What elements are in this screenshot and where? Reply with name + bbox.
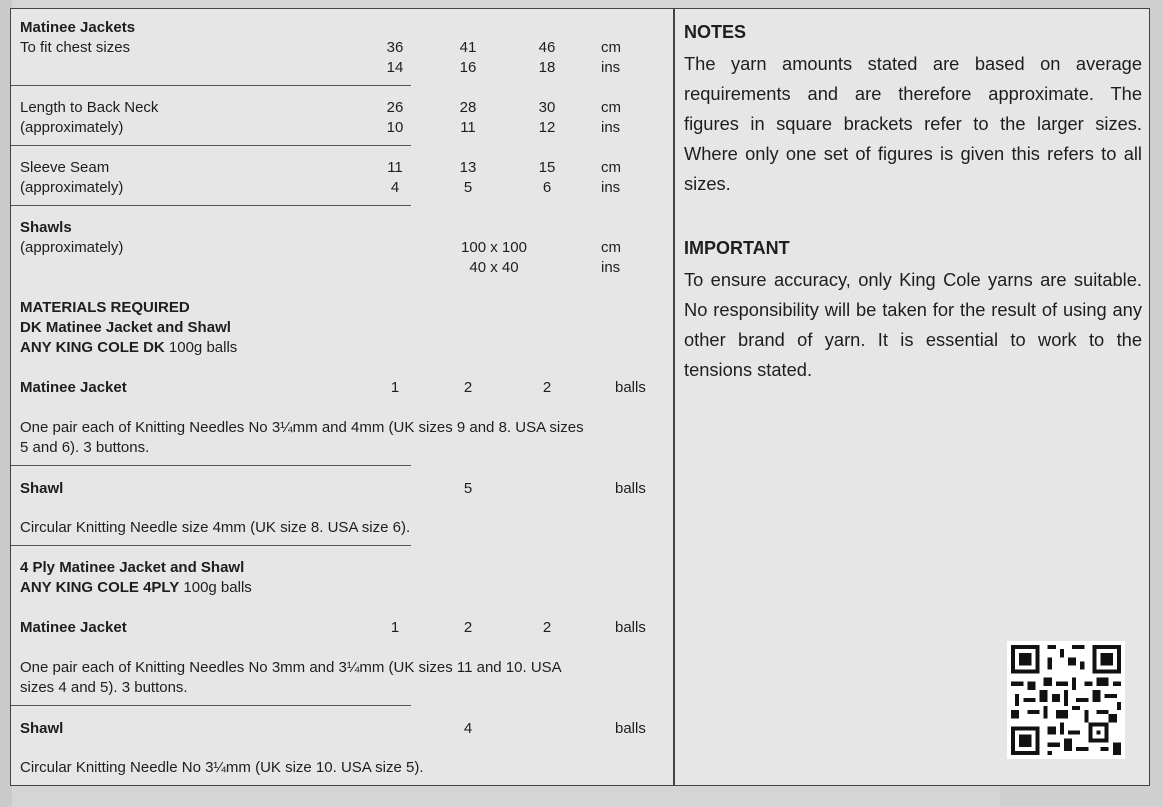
sizes-subtitle: To fit chest sizes (20, 39, 131, 56)
size-ins-3: 18 (538, 59, 556, 76)
sleeve-unit-cm: cm (601, 159, 621, 176)
length-unit-cm: cm (601, 99, 621, 116)
length-cm-1: 26 (386, 99, 404, 116)
sleeve-ins-2: 5 (463, 179, 473, 196)
ply-shawl-needles: Circular Knitting Needle No 3¼mm (UK size 10. USA size 5). (20, 759, 424, 776)
dk-shawl-qty: 5 (463, 480, 473, 497)
divider (11, 145, 411, 146)
dk-jacket-label: Matinee Jacket (20, 379, 127, 396)
length-ins-2: 11 (460, 119, 476, 136)
dk-jacket-unit: balls (615, 379, 646, 396)
dk-jacket-qty-2: 2 (463, 379, 473, 396)
shawls-approx: (approximately) (20, 239, 124, 256)
ply-jacket-needles-2: sizes 4 and 5). 3 buttons. (20, 679, 188, 696)
ply-jacket-qty-2: 2 (463, 619, 473, 636)
dk-jacket-needles-2: 5 and 6). 3 buttons. (20, 439, 150, 456)
dk-shawl-label: Shawl (20, 480, 64, 497)
shawls-ins: 40 x 40 (469, 259, 519, 276)
sleeve-label: Sleeve Seam (20, 159, 110, 176)
notes-panel (674, 8, 1150, 786)
dk-jacket-qty-1: 1 (390, 379, 400, 396)
ply-jacket-unit: balls (615, 619, 646, 636)
dk-yarn-weight: 100g balls (164, 339, 238, 356)
shawls-unit-cm: cm (601, 239, 621, 256)
sleeve-cm-1: 11 (387, 159, 403, 176)
length-unit-ins: ins (601, 119, 621, 136)
divider (11, 85, 411, 86)
dk-shawl-needles: Circular Knitting Needle size 4mm (UK size 8. USA size 6). (20, 519, 411, 536)
important-heading: IMPORTANT (684, 238, 790, 258)
sleeve-unit-ins: ins (601, 179, 621, 196)
dk-jacket-needles-1: One pair each of Knitting Needles No 3¼mm and 4mm (UK sizes 9 and 8. USA sizes (20, 419, 584, 436)
important-text: To ensure accuracy, only King Cole yarns are suitable. No responsibility will be taken for the result of using any other brand of yarn. It is essential to work to the tensions stated. (684, 269, 1142, 380)
shawls-label: Shawls (20, 219, 72, 236)
ply-shawl-qty: 4 (463, 720, 473, 737)
length-cm-2: 28 (459, 99, 477, 116)
divider (11, 465, 411, 466)
sleeve-ins-1: 4 (390, 179, 400, 196)
length-cm-3: 30 (538, 99, 556, 116)
shawls-unit-ins: ins (601, 259, 621, 276)
sleeve-cm-2: 13 (459, 159, 477, 176)
dk-jacket-qty-3: 2 (542, 379, 552, 396)
notes-heading: NOTES (684, 22, 747, 42)
dk-shawl-unit: balls (615, 480, 646, 497)
sleeve-ins-3: 6 (542, 179, 552, 196)
ply-yarn (20, 578, 252, 598)
divider (11, 545, 411, 546)
ply-yarn-name: ANY KING COLE 4PLY (20, 579, 180, 596)
divider (11, 205, 411, 206)
size-cm-1: 36 (386, 39, 404, 56)
ply-shawl-label: Shawl (20, 720, 64, 737)
dk-yarn (20, 338, 237, 358)
materials-heading: MATERIALS REQUIRED (20, 299, 190, 316)
sleeve-cm-3: 15 (538, 159, 556, 176)
sizes-materials-panel (10, 8, 674, 786)
unit-ins: ins (601, 59, 621, 76)
ply-heading: 4 Ply Matinee Jacket and Shawl (20, 559, 245, 576)
sleeve-approx: (approximately) (20, 179, 124, 196)
size-ins-1: 14 (386, 59, 404, 76)
length-label: Length to Back Neck (20, 99, 159, 116)
length-approx: (approximately) (20, 119, 124, 136)
unit-cm: cm (601, 39, 621, 56)
ply-jacket-label: Matinee Jacket (20, 619, 127, 636)
sizes-title: Matinee Jackets (20, 19, 136, 36)
divider (11, 705, 411, 706)
ply-jacket-needles-1: One pair each of Knitting Needles No 3mm and 3¼mm (UK sizes 11 and 10. USA (20, 659, 562, 676)
notes-text: The yarn amounts stated are based on average requirements and are therefore approximate. The figures in square brackets refer to the larger sizes. Where only one set of figures is given this refers to all sizes. (684, 53, 1142, 194)
size-cm-3: 46 (538, 39, 556, 56)
ply-jacket-qty-3: 2 (542, 619, 552, 636)
ply-yarn-weight: 100g balls (179, 579, 252, 596)
qr-code-icon (1007, 641, 1125, 759)
dk-yarn-name: ANY KING COLE DK (20, 339, 165, 356)
ply-jacket-qty-1: 1 (390, 619, 400, 636)
length-ins-1: 10 (386, 119, 404, 136)
ply-shawl-unit: balls (615, 720, 646, 737)
size-ins-2: 16 (459, 59, 477, 76)
length-ins-3: 12 (538, 119, 556, 136)
size-cm-2: 41 (459, 39, 477, 56)
shawls-cm: 100 x 100 (461, 239, 527, 256)
dk-heading: DK Matinee Jacket and Shawl (20, 319, 231, 336)
